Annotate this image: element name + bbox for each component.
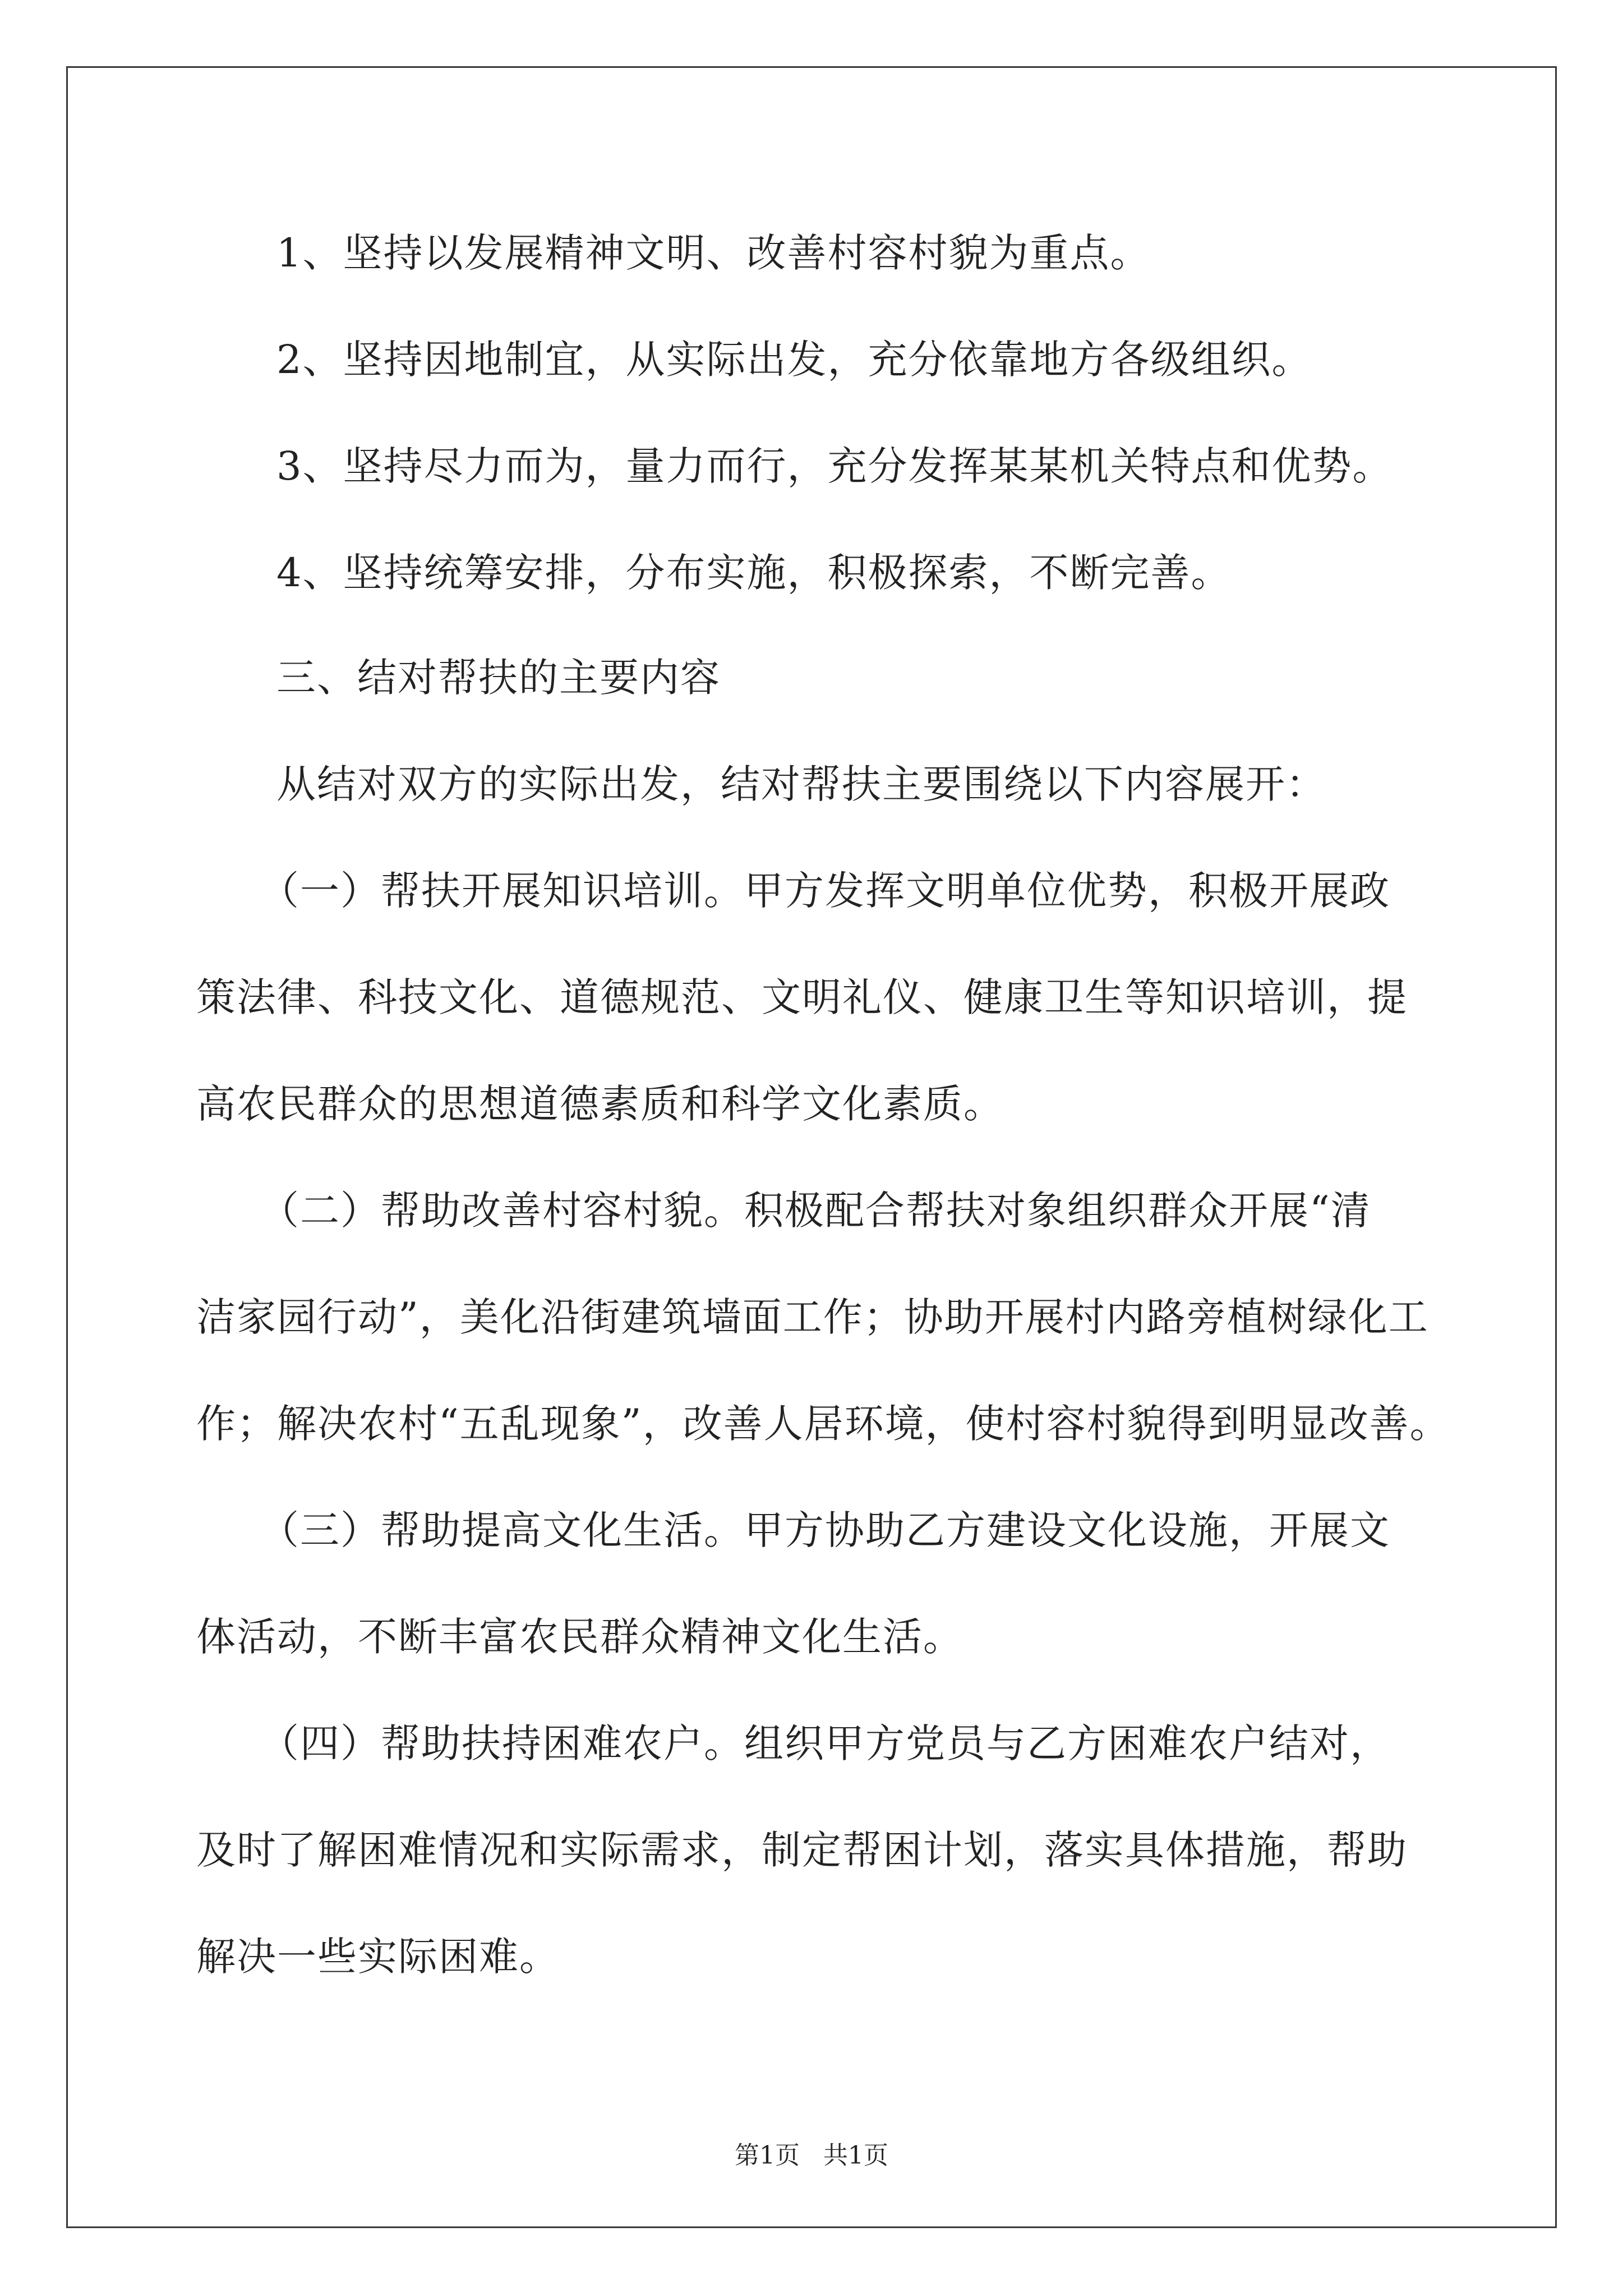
- item-2-line-3: 作；解决农村“五乱现象”，改善人居环境，使村容村貌得到明显改善。: [196, 1401, 1450, 1447]
- item-1-line-2: 策法律、科技文化、道德规范、文明礼仪、健康卫生等知识培训，提: [196, 974, 1408, 1020]
- item-4-line-1: （四）帮助扶持困难农户。组织甲方党员与乙方困难农户结对，: [260, 1720, 1390, 1766]
- item-2-line-2: 洁家园行动”，美化沿街建筑墙面工作；协助开展村内路旁植树绿化工: [196, 1294, 1429, 1340]
- page-footer: 第1页 共1页: [735, 2141, 888, 2170]
- principle-4: 4、坚持统筹安排，分布实施，积极探索，不断完善。: [276, 550, 1232, 596]
- item-2-line-1: （二）帮助改善村容村貌。积极配合帮扶对象组织群众开展“清: [260, 1188, 1371, 1234]
- section-intro: 从结对双方的实际出发，结对帮扶主要围绕以下内容展开：: [276, 761, 1326, 807]
- principle-2: 2、坚持因地制宜，从实际出发，充分依靠地方各级组织。: [276, 337, 1312, 383]
- section-heading: 三、结对帮扶的主要内容: [276, 655, 721, 701]
- item-4-line-2: 及时了解困难情况和实际需求，制定帮困计划，落实具体措施，帮助: [196, 1827, 1408, 1873]
- item-4-line-3: 解决一些实际困难。: [196, 1934, 560, 1980]
- item-1-line-3: 高农民群众的思想道德素质和科学文化素质。: [196, 1081, 1004, 1127]
- principle-1: 1、坚持以发展精神文明、改善村容村貌为重点。: [276, 230, 1151, 276]
- item-1-line-1: （一）帮扶开展知识培训。甲方发挥文明单位优势，积极开展政: [260, 868, 1390, 914]
- item-3-line-1: （三）帮助提高文化生活。甲方协助乙方建设文化设施，开展文: [260, 1507, 1390, 1553]
- item-3-line-2: 体活动，不断丰富农民群众精神文化生活。: [196, 1614, 963, 1660]
- page-border: [66, 66, 1557, 2228]
- principle-3: 3、坚持尽力而为，量力而行，充分发挥某某机关特点和优势。: [276, 443, 1393, 489]
